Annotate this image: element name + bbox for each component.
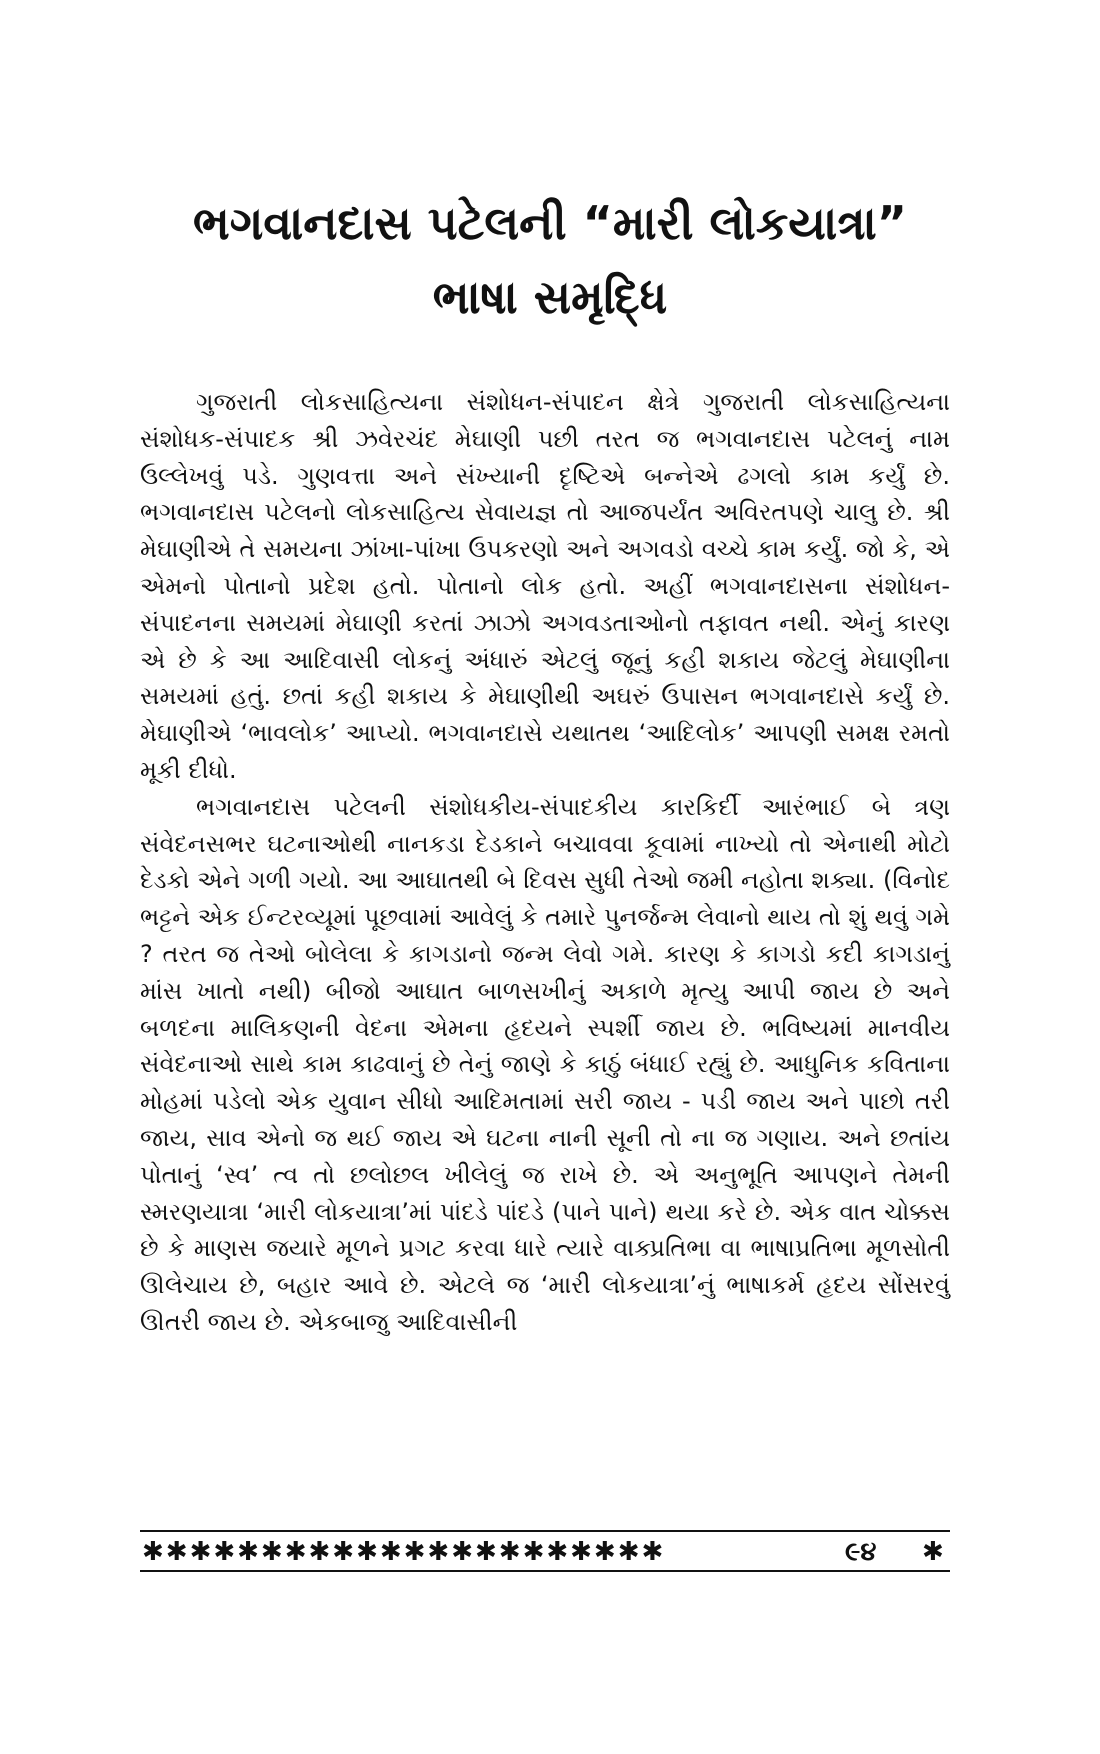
- footer-rule-top: [140, 1530, 950, 1532]
- page-footer: [140, 1530, 950, 1586]
- footer-star-ornament: ✱✱✱✱✱✱✱✱✱✱✱✱✱✱✱✱✱✱✱✱✱✱: [142, 1537, 666, 1567]
- page-subtitle: ભાષા સમૃદ્ધિ: [432, 270, 668, 324]
- paragraph-2: ભગવાનદાસ પટેલની સંશોધકીય-સંપાદકીય કારકિર્દી આરંભાઈ બે ત્રણ સંવેદનસભર ઘટનાઓથી નાનકડા દેડકાને બચાવવા કૂવામાં નાખ્યો તો એનાથી મોટો દેડકો એને ગળી ગયો. આ આઘાતથી બે દિવસ સુધી તેઓ જમી નહોતા શક્યા. (વિનોદ ભટ્ટને એક ઈન્ટરવ્યૂમાં પૂછવામાં આવેલું કે તમારે પુનર્જન્મ લેવાનો થાય તો શું થવું ગમે ? તરત જ તેઓ બોલેલા કે કાગડાનો જન્મ લેવો ગમે. કારણ કે કાગડો કદી કાગડાનું માંસ ખાતો નથી) બીજો આઘાત બાળસખીનું અકાળે મૃત્યુ આપી જાય છે અને બળદના માલિકણની વેદના એમના હૃદયને સ્પર્શી જાય છે. ભવિષ્યમાં માનવીય સંવેદનાઓ સાથે કામ કાઢવાનું છે તેનું જાણે કે કાઠું બંધાઈ રહ્યું છે. આધુનિક કવિતાના મોહમાં પડેલો એક યુવાન સીધો આદિમતામાં સરી જાય - પડી જાય અને પાછો તરી જાય, સાવ એનો જ થઈ જાય એ ઘટના નાની સૂની તો ના જ ગણાય. અને છતાંય પોતાનું ‘સ્વ’ ત્વ તો છલોછલ ખીલેલું જ રાખે છે. એ અનુભૂતિ આપણને તેમની સ્મરણયાત્રા ‘મારી લોકયાત્રા’માં પાંદડે પાંદડે (પાને પાને) થયા કરે છે. એક વાત ચોક્કસ છે કે માણસ જયારે મૂળને પ્રગટ કરવા ધારે ત્યારે વાક્પ્રતિભા વા ભાષાપ્રતિભા મૂળસોતી ઊલેચાય છે, બહાર આવે છે. એટલે જ ‘મારી લોકયાત્રા’નું ભાષાકર્મ હૃદય સોંસરવું ઊતરી જાય છે. એકબાજુ આદિવાસીની: [140, 792, 950, 1336]
- footer-end-star: ✱: [922, 1537, 944, 1567]
- body-text: [140, 384, 950, 1341]
- paragraph-1: ગુજરાતી લોકસાહિત્યના સંશોધન-સંપાદન ક્ષેત્રે ગુજરાતી લોકસાહિત્યના સંશોધક-સંપાદક શ્રી ઝવેરચંદ મેઘાણી પછી તરત જ ભગવાનદાસ પટેલનું નામ ઉલ્લેખવું પડે. ગુણવત્તા અને સંખ્યાની દૃષ્ટિએ બન્નેએ ઢગલો કામ કર્યું છે. ભગવાનદાસ પટેલનો લોકસાહિત્ય સેવાયજ્ઞ તો આજપર્યંત અવિરતપણે ચાલુ છે. શ્રી મેઘાણીએ તે સમયના ઝાંખા-પાંખા ઉપકરણો અને અગવડો વચ્ચે કામ કર્યું. જો કે, એ એમનો પોતાનો પ્રદેશ હતો. પોતાનો લોક હતો. અહીં ભગવાનદાસના સંશોધન-સંપાદનના સમયમાં મેઘાણી કરતાં ઝાઝો અગવડતાઓનો તફાવત નથી. એનું કારણ એ છે કે આ આદિવાસી લોકનું અંધારું એટલું જૂનું કહી શકાય જેટલું મેઘાણીના સમયમાં હતું. છતાં કહી શકાય કે મેઘાણીથી અઘરું ઉપાસન ભગવાનદાસે કર્યું છે. મેઘાણીએ ‘ભાવલોક’ આપ્યો. ભગવાનદાસે યથાતથ ‘આદિલોક’ આપણી સમક્ષ રમતો મૂકી દીધો.: [140, 388, 950, 784]
- footer-rule-bottom: [140, 1570, 950, 1572]
- page-title: ભગવાનદાસ પટેલની “મારી લોકયાત્રા”: [192, 196, 908, 250]
- page-number: ૯૪: [845, 1537, 877, 1567]
